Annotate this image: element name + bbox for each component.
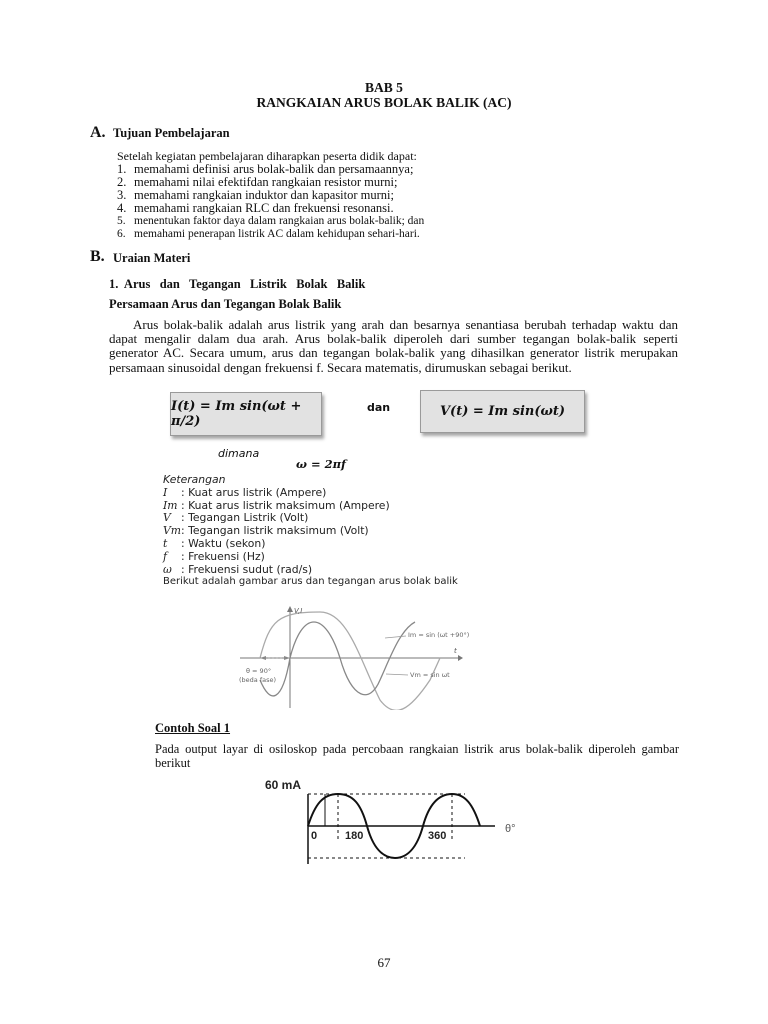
body-paragraph: Arus bolak-balik adalah arus listrik yang arah dan besarnya senantiasa berubah terhadap waktu dan dapat mengalir dalam dua arah. Arus bolak-balik diperoleh dari sumber tegangan bolak-balik seperti generator AC. Secara umum, arus dan tegangan bolak-balik yang dihasilkan generator listrik merupakan persamaan sinusoidal dengan frekuensi f. Secara matematis, dirumuskan sebagai berikut. (109, 317, 678, 375)
tick-180: 180 (345, 830, 364, 842)
y-axis-label: V,I (294, 607, 303, 615)
x-axis-label: t (454, 647, 457, 655)
theta-unit-label: θ° (505, 823, 516, 835)
formula-and: dan (367, 401, 391, 414)
figure-caption: Berikut adalah gambar arus dan tegangan arus bolak balik (163, 576, 458, 588)
current-formula-box (170, 392, 322, 436)
objectives-list (117, 163, 677, 241)
tick-360: 360 (428, 830, 447, 842)
list-item: 6. memahami penerapan listrik AC dalam kehidupan sehari-hari. (117, 228, 420, 240)
current-wave-label: Im = sin (ωt +90°) (408, 631, 470, 639)
voltage-formula-box (420, 390, 585, 433)
legend-block (163, 474, 458, 589)
where-label: dimana (218, 447, 260, 460)
x-axis-arrow (458, 655, 463, 661)
list-item: 1. memahami definisi arus bolak-balik dan persamaannya; (117, 162, 414, 176)
voltage-wave-label: Vm = sin ωt (410, 671, 450, 679)
list-item: 4. memahami rangkaian RLC dan frekuensi resonansi. (117, 201, 394, 215)
example-text: Pada output layar di osiloskop pada percobaan rangkaian listrik arus bolak-balik diperoleh gambar berikut (155, 742, 679, 770)
chapter-title: RANGKAIAN ARUS BOLAK BALIK (AC) (256, 95, 512, 110)
current-label-leader (385, 636, 406, 638)
subsection-title: 1. Arus dan Tegangan Listrik Bolak Balik (109, 277, 366, 291)
legend-row: Vm: Tegangan listrik maksimum (Volt) (163, 524, 369, 538)
page-number: 67 (377, 955, 391, 970)
section-a-intro: Setelah kegiatan pembelajaran diharapkan peserta didik dapat: (117, 149, 417, 163)
current-wave (260, 612, 440, 710)
legend-row: ω : Frekuensi sudut (rad/s) (163, 562, 313, 576)
tick-0: 0 (311, 830, 318, 842)
y-axis-arrow (287, 606, 293, 612)
phase-label: θ = 90° (246, 667, 272, 675)
current-formula: I(t) = Im sin(ωt + π/2) (171, 399, 302, 429)
list-item: 2. memahami nilai efektifdan rangkaian resistor murni; (117, 175, 398, 189)
legend-row: f : Frekuensi (Hz) (163, 549, 265, 563)
legend-row: t : Waktu (sekon) (163, 536, 266, 550)
section-a-letter: A. (90, 124, 106, 141)
legend-row: V : Tegangan Listrik (Volt) (163, 511, 309, 525)
amplitude-label: 60 mA (265, 778, 302, 792)
legend-title: Keterangan (163, 473, 226, 486)
example-title: Contoh Soal 1 (155, 721, 231, 735)
legend-row: Im : Kuat arus listrik maksimum (Ampere) (163, 498, 390, 512)
section-a-title: Tujuan Pembelajaran (113, 126, 230, 140)
voltage-label-leader (386, 674, 408, 675)
list-item: 5. menentukan faktor daya dalam rangkaian arus bolak-balik; dan (117, 215, 425, 227)
oscilloscope-graph (255, 772, 535, 872)
voltage-formula: V(t) = Im sin(ωt) (439, 404, 566, 419)
list-item: 3. memahami rangkaian induktor dan kapasitor murni; (117, 188, 394, 202)
subsection-subtitle: Persamaan Arus dan Tegangan Bolak Balik (109, 297, 342, 311)
chapter-label: BAB 5 (365, 80, 403, 95)
ac-wave-diagram (230, 600, 500, 710)
section-b-title: Uraian Materi (113, 251, 191, 265)
phase-sub-label: (beda fase) (239, 676, 277, 684)
omega-formula: ω = 2πf (296, 457, 346, 471)
voltage-wave (260, 622, 415, 696)
legend-row: I : Kuat arus listrik (Ampere) (163, 485, 327, 499)
section-b-letter: B. (90, 248, 105, 265)
